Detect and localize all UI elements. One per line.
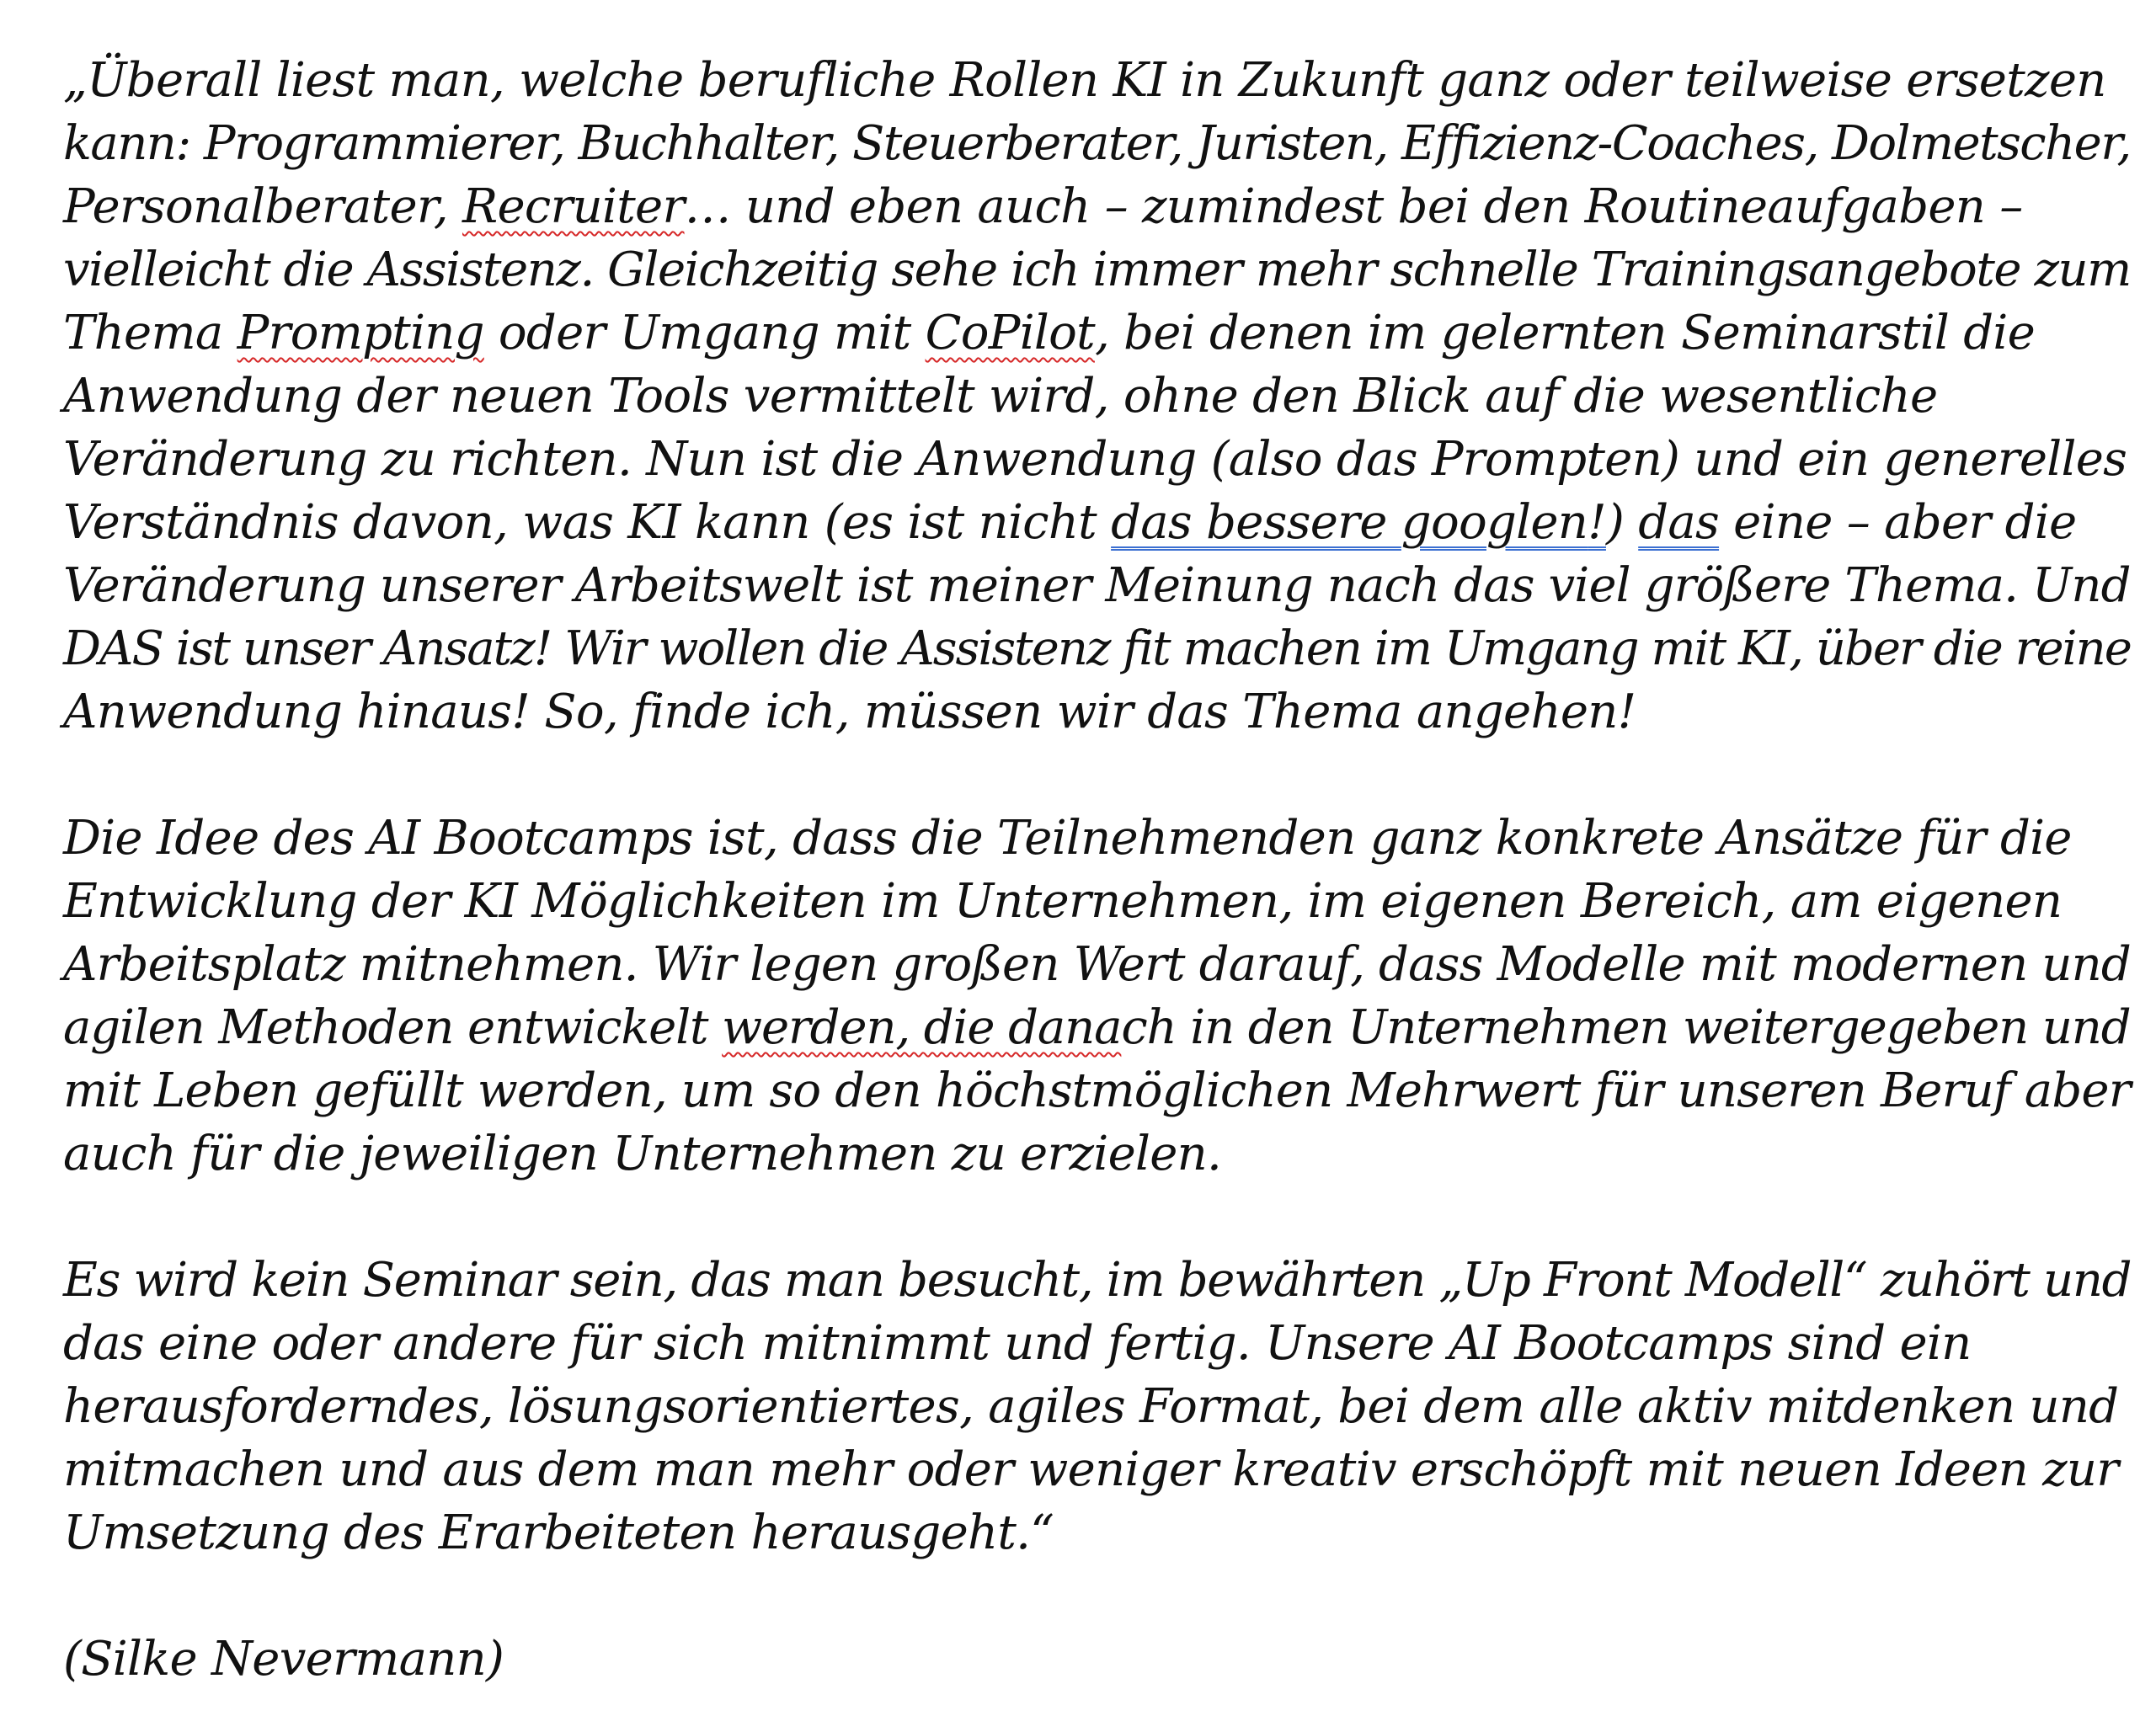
grammar-flagged-word: das	[1638, 495, 1720, 550]
text-line	[63, 49, 2122, 112]
spelling-flagged-word: Prompting	[237, 306, 484, 360]
text-line	[63, 870, 2122, 933]
text-line	[63, 238, 2131, 301]
grammar-flagged-word: googlen	[1401, 495, 1588, 550]
text-line	[63, 1501, 2122, 1564]
text-run: ch in den Unternehmen weitergegeben und	[1121, 1000, 2131, 1055]
text-line	[63, 554, 2131, 617]
text-run: , bei denen im gelernten Seminarstil die	[1094, 306, 2036, 360]
spelling-flagged-word: werden, die dana	[722, 1000, 1122, 1055]
text-run: Verständnis davon, was KI kann (es ist nicht	[63, 495, 1112, 550]
spelling-flagged-word: Recruiter	[462, 179, 685, 234]
paragraph-2	[63, 807, 2131, 1186]
text-line	[63, 996, 2131, 1059]
text-line	[63, 1059, 2131, 1122]
spelling-flagged-word: CoPilot	[925, 306, 1095, 360]
grammar-flagged-word: !	[1588, 495, 1606, 550]
text-run: oder Umgang mit	[483, 306, 926, 360]
text-line	[63, 1375, 2122, 1438]
text-line	[63, 680, 2122, 743]
paragraph-3	[63, 1249, 2132, 1564]
text-line	[63, 1122, 2122, 1186]
text-run: Die Idee des AI Bootcamps ist, dass die Teilnehmenden ganz konkrete Ansätze für die	[63, 811, 2072, 866]
text-line	[63, 1249, 2132, 1312]
text-run: Arbeitsplatz mitnehmen. Wir legen großen Wert darauf, dass Modelle mit modernen und	[63, 937, 2131, 992]
text-run: mit Leben gefüllt werden, um so den höchstmöglichen Mehrwert für unseren Beruf aber	[63, 1063, 2131, 1118]
text-line	[63, 807, 2122, 870]
text-run: „Überall liest man, welche berufliche Rollen KI in Zukunft ganz oder teilweise ersetzen	[63, 53, 2106, 108]
text-line	[63, 428, 2127, 491]
paragraph-gap	[63, 743, 2122, 807]
text-run: herausforderndes, lösungsorientiertes, agiles Format, bei dem alle aktiv mitdenken und	[63, 1379, 2119, 1434]
text-run: Veränderung unserer Arbeitswelt ist meiner Meinung nach das viel größere Thema. Und	[63, 558, 2131, 613]
text-run: das eine oder andere für sich mitnimmt und fertig. Unsere AI Bootcamps sind ein	[63, 1316, 1972, 1371]
text-run: auch für die jeweiligen Unternehmen zu erzielen.	[63, 1127, 1222, 1181]
text-run: eine – aber die	[1719, 495, 2077, 550]
text-run: Es wird kein Seminar sein, das man besucht, im bewährten „Up Front Modell“ zuhört und	[63, 1253, 2132, 1308]
text-run: Anwendung der neuen Tools vermittelt wird, ohne den Blick auf die wesentliche	[63, 369, 1938, 424]
text-run: … und eben auch – zumindest bei den Routineaufgaben –	[684, 179, 2023, 234]
text-line	[63, 933, 2131, 996]
text-run: mitmachen und aus dem man mehr oder weniger kreativ erschöpft mit neuen Ideen zur	[63, 1442, 2119, 1497]
text-line	[63, 175, 2122, 238]
paragraph-1	[63, 49, 2131, 743]
text-line	[63, 1438, 2122, 1501]
text-line	[63, 112, 2131, 175]
text-run: )	[1605, 495, 1639, 550]
text-line	[63, 1312, 2122, 1375]
signature: (Silke Nevermann)	[63, 1632, 504, 1687]
text-line	[63, 617, 2131, 680]
text-run: agilen Methoden entwickelt	[63, 1000, 723, 1055]
grammar-flagged-word: das bessere	[1111, 495, 1401, 550]
text-run: kann: Programmierer, Buchhalter, Steuerberater, Juristen, Effizienz-Coaches, Dolmetscher,	[63, 116, 2131, 171]
text-line	[63, 301, 2122, 365]
text-run: Personalberater,	[63, 179, 462, 234]
text-line	[63, 365, 2122, 428]
paragraph-gap	[63, 1564, 2122, 1628]
text-run: DAS ist unser Ansatz! Wir wollen die Assistenz fit machen im Umgang mit KI, über die reine	[63, 621, 2131, 676]
paragraph-gap	[63, 1186, 2122, 1249]
text-run: Veränderung zu richten. Nun ist die Anwendung (also das Prompten) und ein generelles	[63, 432, 2127, 487]
text-run: Anwendung hinaus! So, finde ich, müssen wir das Thema angehen!	[63, 685, 1636, 739]
text-line	[63, 491, 2122, 554]
text-run: vielleicht die Assistenz. Gleichzeitig sehe ich immer mehr schnelle Trainingsangebote zum	[63, 242, 2131, 297]
text-run: Umsetzung des Erarbeiteten herausgeht.“	[63, 1506, 1054, 1560]
text-run: Entwicklung der KI Möglichkeiten im Unternehmen, im eigenen Bereich, am eigenen	[63, 874, 2063, 929]
text-run: Thema	[63, 306, 237, 360]
